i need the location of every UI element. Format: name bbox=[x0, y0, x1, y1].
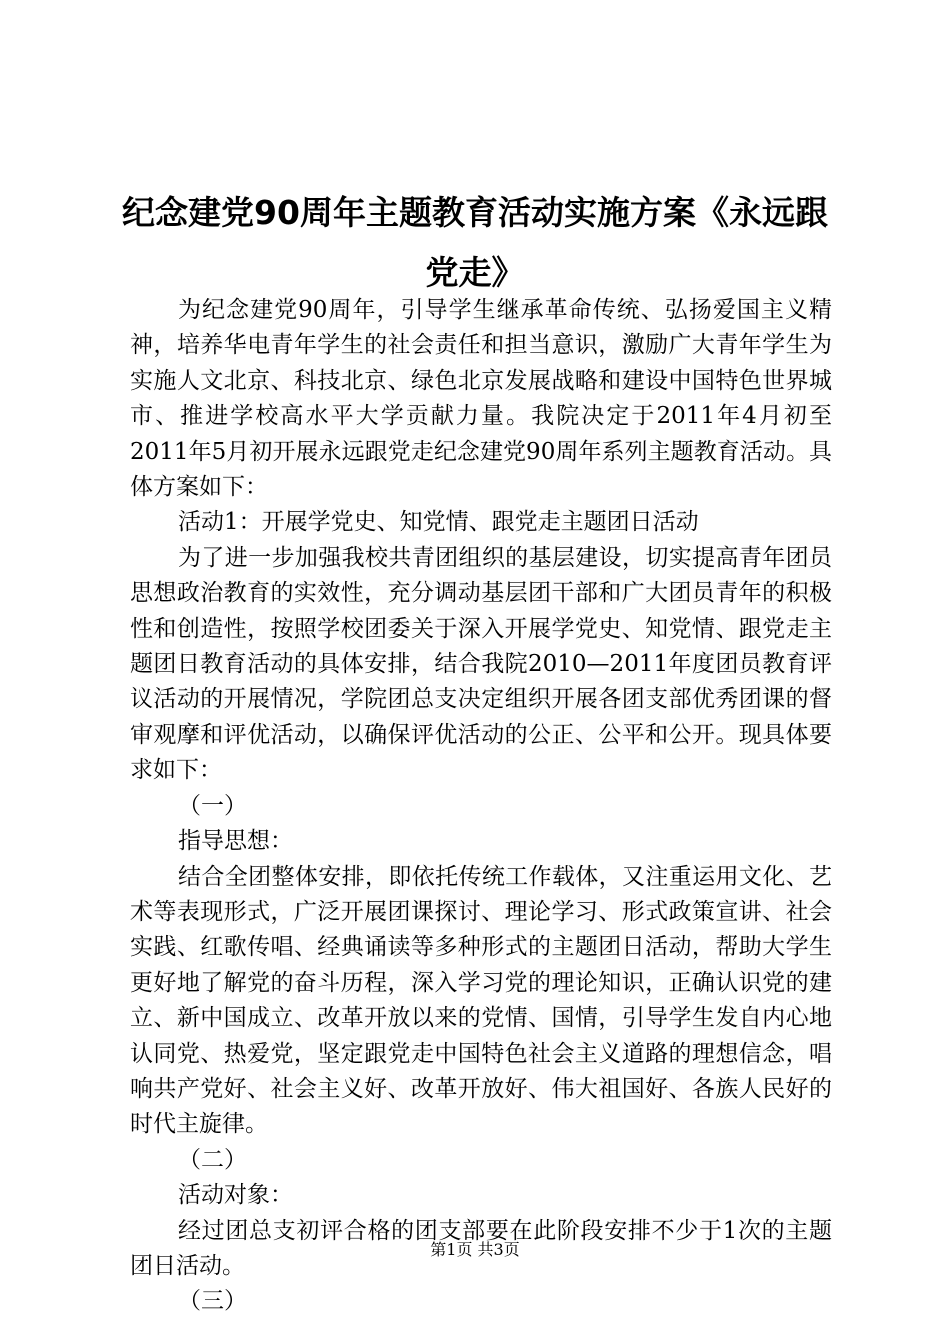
page-footer: 第1页 共3页 bbox=[430, 1240, 520, 1259]
activity-paragraph: 为了进一步加强我校共青团组织的基层建设，切实提高青年团员思想政治教育的实效性，充分调动基层团干部和广大团员青年的积极性和创造性，按照学校团委关于深入开展学党史、知党情、跟党走主题团日教育活动的具体安排，结合我院2010—2011年度团员教育评议活动的开展情况，学院团总支决定组织开展各团支部优秀团课的督审观摩和评优活动，以确保评优活动的公正、公平和公开。现具体要求如下： bbox=[130, 544, 832, 784]
activity-heading: 活动1：开展学党史、知党情、跟党走主题团日活动 bbox=[178, 509, 699, 536]
section-heading-guiding-thought: 指导思想： bbox=[178, 828, 293, 855]
document-title: 纪念建党90周年主题教育活动实施方案《永远跟党走》 bbox=[122, 193, 828, 292]
document-body bbox=[130, 293, 832, 1320]
section-number-3: （三） bbox=[178, 1288, 247, 1315]
section-heading-target: 活动对象： bbox=[178, 1182, 293, 1209]
intro-paragraph: 为纪念建党90周年，引导学生继承革命传统、弘扬爱国主义精神，培养华电青年学生的社会责任和担当意识，激励广大青年学生为实施人文北京、科技北京、绿色北京发展战略和建设中国特色世界城市、推进学校高水平大学贡献力量。我院决定于2011年4月初至2011年5月初开展永远跟党走纪念建党90周年系列主题教育活动。具体方案如下： bbox=[130, 297, 832, 501]
section-number-2: （二） bbox=[178, 1146, 247, 1173]
guiding-thought-paragraph: 结合全团整体安排，即依托传统工作载体，又注重运用文化、艺术等表现形式，广泛开展团课探讨、理论学习、形式政策宣讲、社会实践、红歌传唱、经典诵读等多种形式的主题团日活动，帮助大学生更好地了解党的奋斗历程，深入学习党的理论知识，正确认识党的建立、新中国成立、改革开放以来的党情、国情，引导学生发自内心地认同党、热爱党，坚定跟党走中国特色社会主义道路的理想信念，唱响共产党好、社会主义好、改革开放好、伟大祖国好、各族人民好的时代主旋律。 bbox=[130, 863, 832, 1138]
section-number-1: （一） bbox=[178, 792, 247, 819]
target-paragraph: 经过团总支初评合格的团支部要在此阶段安排不少于1次的主题团日活动。 bbox=[130, 1217, 832, 1279]
